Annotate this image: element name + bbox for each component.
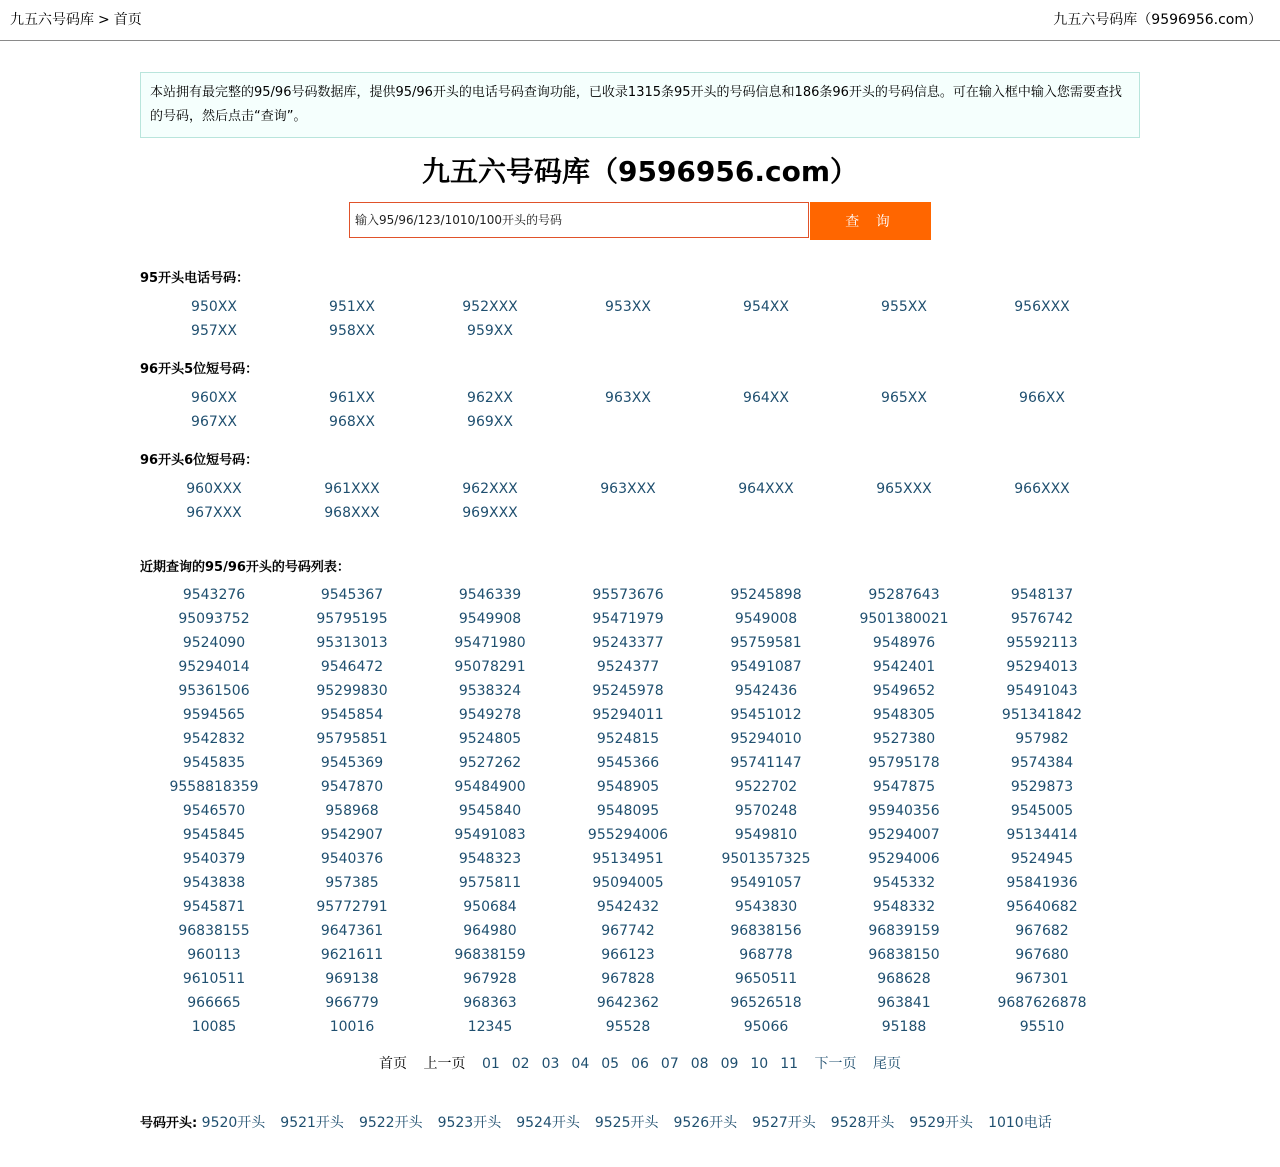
recent-number-link[interactable]: 9542401 [872, 659, 936, 675]
section-96-5-grid [145, 386, 1111, 434]
recent-number-link[interactable]: 9545369 [320, 755, 384, 771]
recent-number-link[interactable]: 9522702 [734, 779, 798, 795]
recent-number-link[interactable]: 9548095 [596, 803, 660, 819]
recent-number-link[interactable]: 9542436 [734, 683, 798, 699]
recent-number-link[interactable]: 9545840 [458, 803, 522, 819]
prefix-link[interactable]: 9526开头 [673, 1115, 738, 1131]
number-prefix-link[interactable]: 955XX [881, 299, 927, 315]
recent-number-link[interactable]: 9545332 [872, 875, 936, 891]
recent-number-link[interactable]: 969138 [325, 971, 379, 987]
recent-number-link[interactable]: 95741147 [730, 755, 802, 771]
recent-number-link[interactable]: 95640682 [1006, 899, 1078, 915]
recent-number-link[interactable]: 9575811 [458, 875, 522, 891]
pager-page-link[interactable]: 11 [780, 1056, 799, 1072]
section-95-grid [145, 295, 1111, 343]
number-prefix-link[interactable]: 966XXX [1014, 481, 1070, 497]
recent-number-link[interactable]: 9545871 [182, 899, 246, 915]
recent-number-link[interactable]: 95940356 [868, 803, 940, 819]
recent-number-link[interactable]: 12345 [467, 1019, 513, 1035]
recent-number-link[interactable]: 95795195 [316, 611, 388, 627]
recent-number-link[interactable]: 9545005 [1010, 803, 1074, 819]
recent-number-link[interactable]: 9545366 [596, 755, 660, 771]
search-button[interactable]: 查 询 [810, 202, 931, 240]
prefix-links [202, 1115, 1067, 1131]
recent-number-link[interactable]: 955294006 [587, 827, 669, 843]
recent-number-link[interactable]: 9546472 [320, 659, 384, 675]
prefix-row [140, 1111, 1140, 1136]
recent-number-link[interactable]: 95078291 [454, 659, 526, 675]
recent-number-link[interactable]: 95294013 [1006, 659, 1078, 675]
recent-number-link[interactable]: 9524090 [182, 635, 246, 651]
prefix-link[interactable]: 9525开头 [594, 1115, 659, 1131]
recent-number-link[interactable]: 968778 [739, 947, 793, 963]
recent-number-link[interactable]: 95093752 [178, 611, 250, 627]
recent-number-link[interactable]: 96838155 [178, 923, 250, 939]
recent-number-link[interactable]: 9527380 [872, 731, 936, 747]
number-prefix-link[interactable]: 960XX [191, 390, 237, 406]
recent-number-link[interactable]: 9527262 [458, 755, 522, 771]
recent-number-link[interactable]: 9549810 [734, 827, 798, 843]
pager-page-link[interactable]: 03 [541, 1056, 560, 1072]
prefix-link[interactable]: 9520开头 [201, 1115, 266, 1131]
recent-number-link[interactable]: 95491057 [730, 875, 802, 891]
recent-number-link[interactable]: 9538324 [458, 683, 522, 699]
recent-number-link[interactable]: 9501357325 [721, 851, 811, 867]
recent-number-link[interactable]: 95294007 [868, 827, 940, 843]
recent-number-link[interactable]: 95491087 [730, 659, 802, 675]
recent-number-link[interactable]: 9558818359 [169, 779, 259, 795]
recent-number-link[interactable]: 966779 [325, 995, 379, 1011]
recent-number-link[interactable]: 9524377 [596, 659, 660, 675]
breadcrumb-separator: > [98, 12, 110, 28]
prefix-link[interactable]: 9529开头 [909, 1115, 974, 1131]
recent-number-link[interactable]: 9574384 [1010, 755, 1074, 771]
recent-number-link[interactable]: 9548905 [596, 779, 660, 795]
number-prefix-link[interactable]: 969XX [467, 414, 513, 430]
number-prefix-link[interactable]: 965XXX [876, 481, 932, 497]
recent-number-link[interactable]: 967742 [601, 923, 655, 939]
pager-page-link[interactable]: 04 [571, 1056, 590, 1072]
number-prefix-link[interactable]: 962XXX [462, 481, 518, 497]
notice-box: 本站拥有最完整的95/96号码数据库，提供95/96开头的电话号码查询功能，已收录1315条95开头的号码信息和186条96开头的号码信息。可在输入框中输入您需要查找的号码，然后点击“查询”。 [140, 72, 1140, 138]
recent-number-link[interactable]: 9650511 [734, 971, 798, 987]
recent-number-link[interactable]: 9540376 [320, 851, 384, 867]
number-prefix-link[interactable]: 967XX [191, 414, 237, 430]
number-prefix-link[interactable]: 968XX [329, 414, 375, 430]
recent-number-link[interactable]: 95795851 [316, 731, 388, 747]
recent-number-link[interactable]: 957982 [1015, 731, 1069, 747]
recent-number-link[interactable]: 957385 [325, 875, 379, 891]
recent-number-link[interactable]: 95772791 [316, 899, 388, 915]
number-prefix-link[interactable]: 964XXX [738, 481, 794, 497]
recent-number-link[interactable]: 9570248 [734, 803, 798, 819]
recent-number-link[interactable]: 9524805 [458, 731, 522, 747]
recent-number-link[interactable]: 95491043 [1006, 683, 1078, 699]
number-prefix-link[interactable]: 965XX [881, 390, 927, 406]
pager-pages [476, 1056, 804, 1072]
recent-number-link[interactable]: 9545845 [182, 827, 246, 843]
recent-number-link[interactable]: 9549652 [872, 683, 936, 699]
site-name-right: 九五六号码库（9596956.com） [1053, 12, 1262, 28]
recent-number-link[interactable]: 967682 [1015, 923, 1069, 939]
recent-number-link[interactable]: 96838159 [454, 947, 526, 963]
recent-number-link[interactable]: 95294010 [730, 731, 802, 747]
recent-number-link[interactable]: 9542432 [596, 899, 660, 915]
pager-page-link[interactable]: 02 [511, 1056, 530, 1072]
recent-number-link[interactable]: 9540379 [182, 851, 246, 867]
number-prefix-link[interactable]: 952XXX [462, 299, 518, 315]
recent-number-link[interactable]: 95245978 [592, 683, 664, 699]
page-title: 九五六号码库（9596956.com） [421, 155, 859, 188]
recent-number-link[interactable]: 95134414 [1006, 827, 1078, 843]
recent-number-link[interactable]: 9543276 [182, 587, 246, 603]
number-prefix-link[interactable]: 963XX [605, 390, 651, 406]
recent-number-link[interactable]: 9546570 [182, 803, 246, 819]
breadcrumb-site-link[interactable]: 九五六号码库 [10, 12, 94, 28]
pager-page-link[interactable]: 06 [631, 1056, 649, 1072]
prefix-link[interactable]: 9528开头 [830, 1115, 895, 1131]
recent-number-link[interactable]: 9549278 [458, 707, 522, 723]
recent-number-link[interactable]: 95528 [605, 1019, 651, 1035]
number-prefix-link[interactable]: 960XXX [186, 481, 242, 497]
pager-page-link[interactable]: 01 [481, 1056, 500, 1072]
recent-number-link[interactable]: 95573676 [592, 587, 664, 603]
pager-last[interactable]: 尾页 [872, 1056, 901, 1072]
pager-page-link[interactable]: 05 [601, 1056, 620, 1072]
recent-number-link[interactable]: 960113 [187, 947, 241, 963]
recent-number-link[interactable]: 9647361 [320, 923, 384, 939]
recent-number-link[interactable]: 967680 [1015, 947, 1069, 963]
pager-prev[interactable]: 上一页 [423, 1056, 466, 1072]
pager-page-link[interactable]: 10 [750, 1056, 769, 1072]
recent-number-link[interactable]: 950684 [463, 899, 517, 915]
prefix-label: 号码开头: [140, 1116, 198, 1131]
recent-number-link[interactable]: 9529873 [1010, 779, 1074, 795]
recent-number-link[interactable]: 9548137 [1010, 587, 1074, 603]
pager-page-link[interactable]: 07 [660, 1056, 679, 1072]
recent-number-link[interactable]: 95294011 [592, 707, 664, 723]
recent-number-link[interactable]: 95287643 [868, 587, 940, 603]
recent-number-link[interactable]: 9542907 [320, 827, 384, 843]
prefix-link[interactable]: 9524开头 [516, 1115, 580, 1131]
recent-number-link[interactable]: 95510 [1019, 1019, 1065, 1035]
recent-number-link[interactable]: 9687626878 [997, 995, 1087, 1011]
search-input[interactable] [349, 202, 809, 238]
recent-number-link[interactable]: 95243377 [592, 635, 664, 651]
recent-number-link[interactable]: 95841936 [1006, 875, 1078, 891]
section-95-title: 95开头电话号码： [140, 271, 250, 286]
recent-number-link[interactable]: 9543838 [182, 875, 246, 891]
pager-first[interactable]: 首页 [379, 1056, 408, 1072]
recent-number-link[interactable]: 9610511 [182, 971, 246, 987]
prefix-link[interactable]: 1010电话 [988, 1115, 1052, 1131]
recent-number-link[interactable]: 10085 [191, 1019, 237, 1035]
number-prefix-link[interactable]: 950XX [191, 299, 237, 315]
recent-number-link[interactable]: 9547875 [872, 779, 936, 795]
number-prefix-link[interactable]: 968XXX [324, 505, 380, 521]
recent-number-link[interactable]: 96526518 [730, 995, 802, 1011]
prefix-link[interactable]: 9523开头 [437, 1115, 502, 1131]
pagination [140, 1052, 1140, 1076]
recent-number-link[interactable]: 9524945 [1010, 851, 1074, 867]
number-prefix-link[interactable]: 966XX [1019, 390, 1065, 406]
recent-grid [145, 583, 1111, 1039]
recent-number-link[interactable]: 9548976 [872, 635, 936, 651]
prefix-link[interactable]: 9527开头 [752, 1115, 816, 1131]
recent-number-link[interactable]: 9546339 [458, 587, 522, 603]
recent-number-link[interactable]: 95245898 [730, 587, 802, 603]
pager-page-link[interactable]: 09 [720, 1056, 739, 1072]
recent-number-link[interactable]: 95299830 [316, 683, 388, 699]
recent-number-link[interactable]: 9549008 [734, 611, 798, 627]
number-prefix-link[interactable]: 957XX [191, 323, 237, 339]
breadcrumb-home-link[interactable]: 首页 [113, 12, 142, 28]
recent-number-link[interactable]: 95294006 [868, 851, 940, 867]
recent-number-link[interactable]: 95313013 [316, 635, 388, 651]
recent-number-link[interactable]: 95592113 [1006, 635, 1078, 651]
number-prefix-link[interactable]: 954XX [743, 299, 789, 315]
recent-number-link[interactable]: 9548323 [458, 851, 522, 867]
section-96-6-grid [145, 477, 1111, 525]
recent-number-link[interactable]: 96839159 [868, 923, 940, 939]
section-96-6-title: 96开头6位短号码： [140, 453, 259, 468]
number-prefix-link[interactable]: 964XX [743, 390, 789, 406]
recent-number-link[interactable]: 967301 [1015, 971, 1069, 987]
recent-number-link[interactable]: 95294014 [178, 659, 250, 675]
recent-number-link[interactable]: 95759581 [730, 635, 802, 651]
recent-number-link[interactable]: 9547870 [320, 779, 384, 795]
number-prefix-link[interactable]: 963XXX [600, 481, 656, 497]
pager-next[interactable]: 下一页 [814, 1056, 857, 1072]
recent-number-link[interactable]: 10016 [329, 1019, 375, 1035]
recent-number-link[interactable]: 95361506 [178, 683, 250, 699]
recent-number-link[interactable]: 966665 [187, 995, 241, 1011]
recent-title: 近期查询的95/96开头的号码列表： [140, 560, 350, 575]
recent-number-link[interactable]: 9642362 [596, 995, 660, 1011]
recent-number-link[interactable]: 968363 [463, 995, 517, 1011]
recent-number-link[interactable]: 951341842 [1001, 707, 1083, 723]
recent-number-link[interactable]: 95491083 [454, 827, 526, 843]
number-prefix-link[interactable]: 951XX [329, 299, 375, 315]
number-prefix-link[interactable]: 958XX [329, 323, 375, 339]
recent-number-link[interactable]: 95471979 [592, 611, 664, 627]
recent-number-link[interactable]: 9542832 [182, 731, 246, 747]
number-prefix-link[interactable]: 969XXX [462, 505, 518, 521]
recent-number-link[interactable]: 9548332 [872, 899, 936, 915]
recent-number-link[interactable]: 9543830 [734, 899, 798, 915]
recent-number-link[interactable]: 9549908 [458, 611, 522, 627]
prefix-link[interactable]: 9521开头 [280, 1115, 344, 1131]
number-prefix-link[interactable]: 961XX [329, 390, 375, 406]
number-prefix-link[interactable]: 962XX [467, 390, 513, 406]
recent-number-link[interactable]: 95188 [881, 1019, 927, 1035]
recent-number-link[interactable]: 95066 [743, 1019, 789, 1035]
recent-number-link[interactable]: 9548305 [872, 707, 936, 723]
top-bar [0, 0, 1280, 41]
recent-number-link[interactable]: 96838156 [730, 923, 802, 939]
recent-number-link[interactable]: 95094005 [592, 875, 664, 891]
recent-number-link[interactable]: 95471980 [454, 635, 526, 651]
recent-number-link[interactable]: 967928 [463, 971, 517, 987]
recent-number-link[interactable]: 967828 [601, 971, 655, 987]
recent-number-link[interactable]: 968628 [877, 971, 931, 987]
recent-number-link[interactable]: 9524815 [596, 731, 660, 747]
section-96-5-title: 96开头5位短号码： [140, 362, 259, 377]
recent-number-link[interactable]: 95484900 [454, 779, 526, 795]
recent-number-link[interactable]: 966123 [601, 947, 655, 963]
recent-number-link[interactable]: 96838150 [868, 947, 940, 963]
recent-number-link[interactable]: 95451012 [730, 707, 802, 723]
number-prefix-link[interactable]: 956XXX [1014, 299, 1070, 315]
prefix-link[interactable]: 9522开头 [358, 1115, 423, 1131]
recent-number-link[interactable]: 9576742 [1010, 611, 1074, 627]
recent-number-link[interactable]: 964980 [463, 923, 517, 939]
breadcrumb [10, 0, 142, 40]
recent-number-link[interactable]: 9545367 [320, 587, 384, 603]
recent-number-link[interactable]: 958968 [325, 803, 379, 819]
recent-number-link[interactable]: 95134951 [592, 851, 664, 867]
recent-number-link[interactable]: 9621611 [320, 947, 384, 963]
number-prefix-link[interactable]: 959XX [467, 323, 513, 339]
recent-number-link[interactable]: 95795178 [868, 755, 940, 771]
number-prefix-link[interactable]: 953XX [605, 299, 651, 315]
number-prefix-link[interactable]: 961XXX [324, 481, 380, 497]
recent-number-link[interactable]: 9545835 [182, 755, 246, 771]
pager-page-link[interactable]: 08 [690, 1056, 709, 1072]
recent-number-link[interactable]: 963841 [877, 995, 931, 1011]
recent-number-link[interactable]: 9545854 [320, 707, 384, 723]
number-prefix-link[interactable]: 967XXX [186, 505, 242, 521]
recent-number-link[interactable]: 9501380021 [859, 611, 949, 627]
recent-number-link[interactable]: 9594565 [182, 707, 246, 723]
